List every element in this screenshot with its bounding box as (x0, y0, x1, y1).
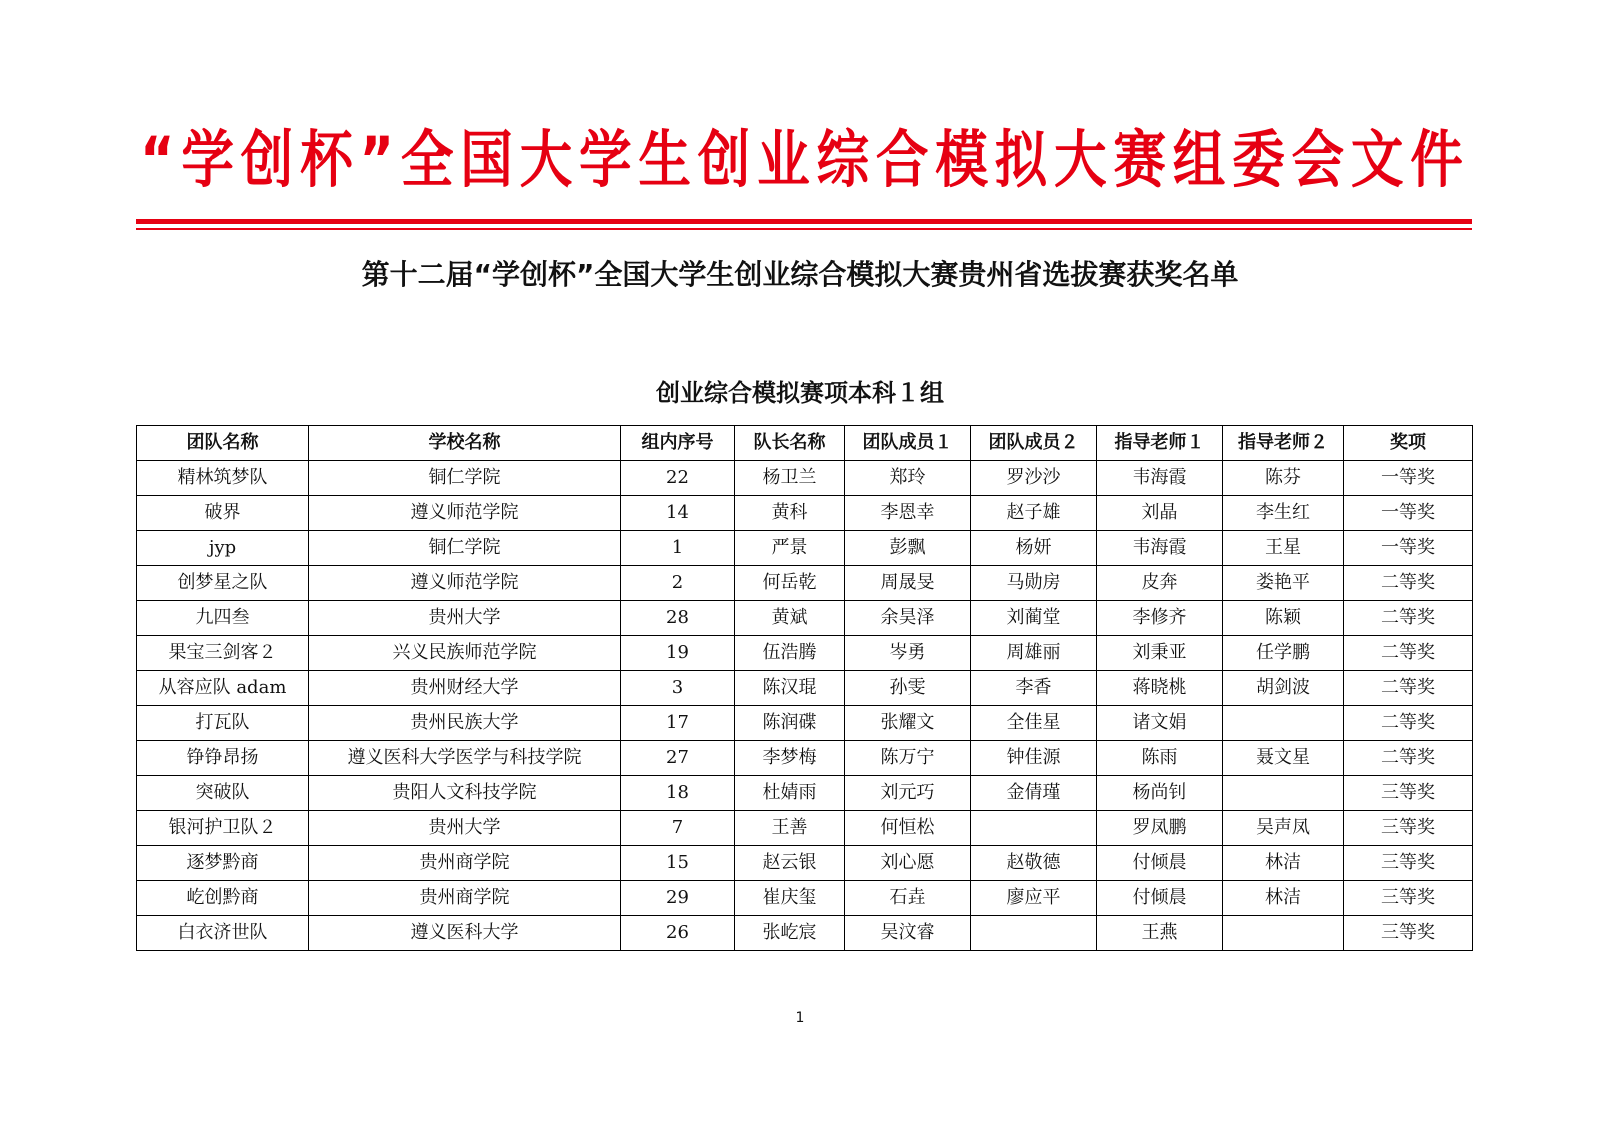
table-cell: 一等奖 (1344, 531, 1473, 566)
table-cell: 遵义师范学院 (309, 566, 621, 601)
header-cell: 组内序号 (621, 426, 735, 461)
table-cell: 一等奖 (1344, 461, 1473, 496)
table-cell: 18 (621, 776, 735, 811)
table-cell: 张耀文 (845, 706, 971, 741)
header-cell: 学校名称 (309, 426, 621, 461)
table-cell: 石垚 (845, 881, 971, 916)
table-cell: 28 (621, 601, 735, 636)
table-cell: 铜仁学院 (309, 461, 621, 496)
table-cell: 任学鹏 (1223, 636, 1344, 671)
table-cell: 遵义医科大学 (309, 916, 621, 951)
table-cell: 铮铮昂扬 (137, 741, 309, 776)
table-cell: 精林筑梦队 (137, 461, 309, 496)
table-cell: 27 (621, 741, 735, 776)
awards-table (136, 425, 1473, 951)
table-cell (971, 811, 1097, 846)
table-cell: 二等奖 (1344, 671, 1473, 706)
table-cell: 李修齐 (1097, 601, 1223, 636)
table-cell: 娄艳平 (1223, 566, 1344, 601)
table-cell: 皮奔 (1097, 566, 1223, 601)
table-cell: 陈汉琨 (735, 671, 845, 706)
table-cell: 王善 (735, 811, 845, 846)
header-cell: 团队成员２ (971, 426, 1097, 461)
table-cell: 贵州民族大学 (309, 706, 621, 741)
table-cell: 蒋晓桃 (1097, 671, 1223, 706)
table-cell: 王燕 (1097, 916, 1223, 951)
table-cell: 14 (621, 496, 735, 531)
table-row (137, 636, 1473, 671)
table-cell: 从容应队 adam (137, 671, 309, 706)
table-cell: 三等奖 (1344, 811, 1473, 846)
table-cell: 2 (621, 566, 735, 601)
table-cell: 刘元巧 (845, 776, 971, 811)
header-cell: 团队名称 (137, 426, 309, 461)
table-row (137, 706, 1473, 741)
table-cell: 陈万宁 (845, 741, 971, 776)
table-cell: 贵州商学院 (309, 881, 621, 916)
table-cell: 杨尚钊 (1097, 776, 1223, 811)
table-cell: 胡剑波 (1223, 671, 1344, 706)
table-cell: 张屹宸 (735, 916, 845, 951)
header-cell: 奖项 (1344, 426, 1473, 461)
table-cell: 22 (621, 461, 735, 496)
table-cell: 铜仁学院 (309, 531, 621, 566)
table-cell (971, 916, 1097, 951)
table-cell: 29 (621, 881, 735, 916)
table-row (137, 916, 1473, 951)
table-cell: 二等奖 (1344, 706, 1473, 741)
table-cell: 三等奖 (1344, 881, 1473, 916)
table-cell: 周雄丽 (971, 636, 1097, 671)
table-cell: 二等奖 (1344, 566, 1473, 601)
table-cell: 罗凤鹏 (1097, 811, 1223, 846)
table-cell: 陈润碟 (735, 706, 845, 741)
table-cell: 刘秉亚 (1097, 636, 1223, 671)
table-cell: 打瓦队 (137, 706, 309, 741)
table-cell: 全佳星 (971, 706, 1097, 741)
table-cell: 破界 (137, 496, 309, 531)
table-cell: 聂文星 (1223, 741, 1344, 776)
table-header-row (137, 426, 1473, 461)
table-cell: 刘蔺堂 (971, 601, 1097, 636)
table-cell: 付倾晨 (1097, 881, 1223, 916)
table-cell: 白衣济世队 (137, 916, 309, 951)
table-cell: 林洁 (1223, 846, 1344, 881)
table-cell: 郑玲 (845, 461, 971, 496)
table-row (137, 671, 1473, 706)
table-cell: 陈芬 (1223, 461, 1344, 496)
table-cell: 3 (621, 671, 735, 706)
table-cell: 余昊泽 (845, 601, 971, 636)
table-cell: 三等奖 (1344, 916, 1473, 951)
table-cell: 何岳乾 (735, 566, 845, 601)
table-cell: 林洁 (1223, 881, 1344, 916)
table-cell: 李香 (971, 671, 1097, 706)
table-cell: 孙雯 (845, 671, 971, 706)
table-cell: 岑勇 (845, 636, 971, 671)
table-cell: 李恩幸 (845, 496, 971, 531)
table-cell: 赵子雄 (971, 496, 1097, 531)
table-cell: 突破队 (137, 776, 309, 811)
table-cell: 罗沙沙 (971, 461, 1097, 496)
header-cell: 指导老师１ (1097, 426, 1223, 461)
table-cell: 韦海霞 (1097, 531, 1223, 566)
table-cell: 崔庆玺 (735, 881, 845, 916)
letterhead-rule-thick (136, 219, 1472, 224)
table-cell: 银河护卫队２ (137, 811, 309, 846)
table-cell: 果宝三剑客２ (137, 636, 309, 671)
table-cell: 吴声凤 (1223, 811, 1344, 846)
table-cell: 遵义医科大学医学与科技学院 (309, 741, 621, 776)
table-cell: 严景 (735, 531, 845, 566)
table-row (137, 881, 1473, 916)
table-cell: 17 (621, 706, 735, 741)
table-cell: 韦海霞 (1097, 461, 1223, 496)
table-cell: 杨卫兰 (735, 461, 845, 496)
page-number: 1 (795, 1010, 805, 1026)
table-cell: 陈颖 (1223, 601, 1344, 636)
table-cell: 廖应平 (971, 881, 1097, 916)
table-row (137, 496, 1473, 531)
header-cell: 队长名称 (735, 426, 845, 461)
table-cell: 伍浩腾 (735, 636, 845, 671)
table-cell: 贵州大学 (309, 601, 621, 636)
table-cell: 三等奖 (1344, 846, 1473, 881)
table-cell: 屹创黔商 (137, 881, 309, 916)
table-cell: 逐梦黔商 (137, 846, 309, 881)
table-cell: 诸文娟 (1097, 706, 1223, 741)
letterhead-rule-thin (136, 228, 1472, 230)
table-cell: 贵州财经大学 (309, 671, 621, 706)
table-cell (1223, 706, 1344, 741)
table-cell: jyp (137, 531, 309, 566)
table-cell: 15 (621, 846, 735, 881)
table-row (137, 566, 1473, 601)
table-cell: 二等奖 (1344, 636, 1473, 671)
section-title: 创业综合模拟赛项本科１组 (656, 379, 944, 407)
table-cell: 付倾晨 (1097, 846, 1223, 881)
table-cell: 王星 (1223, 531, 1344, 566)
table-cell: 二等奖 (1344, 741, 1473, 776)
table-cell: 7 (621, 811, 735, 846)
table-cell: 九四叁 (137, 601, 309, 636)
table-cell: 兴义民族师范学院 (309, 636, 621, 671)
table-row (137, 461, 1473, 496)
table-cell (1223, 776, 1344, 811)
table-row (137, 741, 1473, 776)
table-cell: 1 (621, 531, 735, 566)
document-title: 第十二届“学创杯”全国大学生创业综合模拟大赛贵州省选拔赛获奖名单 (361, 258, 1239, 291)
table-cell: 马勋房 (971, 566, 1097, 601)
table-cell: 李生红 (1223, 496, 1344, 531)
table-row (137, 601, 1473, 636)
table-cell: 一等奖 (1344, 496, 1473, 531)
table-row (137, 776, 1473, 811)
table-cell: 遵义师范学院 (309, 496, 621, 531)
header-cell: 指导老师２ (1223, 426, 1344, 461)
table-cell: 赵云银 (735, 846, 845, 881)
table-cell: 二等奖 (1344, 601, 1473, 636)
table-cell: 创梦星之队 (137, 566, 309, 601)
table-cell: 刘心愿 (845, 846, 971, 881)
table-cell: 杨妍 (971, 531, 1097, 566)
table-cell (1223, 916, 1344, 951)
table-row (137, 846, 1473, 881)
letterhead-title: “学创杯”全国大学生创业综合模拟大赛组委会文件 (140, 123, 1470, 196)
table-cell: 黄科 (735, 496, 845, 531)
table-cell: 杜婧雨 (735, 776, 845, 811)
table-cell: 19 (621, 636, 735, 671)
table-cell: 吴汶睿 (845, 916, 971, 951)
table-cell: 三等奖 (1344, 776, 1473, 811)
table-cell: 贵州商学院 (309, 846, 621, 881)
table-cell: 彭飘 (845, 531, 971, 566)
table-cell: 黄斌 (735, 601, 845, 636)
table-cell: 何恒松 (845, 811, 971, 846)
table-cell: 刘晶 (1097, 496, 1223, 531)
header-cell: 团队成员１ (845, 426, 971, 461)
table-cell: 李梦梅 (735, 741, 845, 776)
table-cell: 26 (621, 916, 735, 951)
table-cell: 贵阳人文科技学院 (309, 776, 621, 811)
table-cell: 贵州大学 (309, 811, 621, 846)
table-cell: 周晟旻 (845, 566, 971, 601)
table-cell: 金倩瑾 (971, 776, 1097, 811)
table-cell: 陈雨 (1097, 741, 1223, 776)
table-cell: 赵敬德 (971, 846, 1097, 881)
table-row (137, 811, 1473, 846)
table-cell: 钟佳源 (971, 741, 1097, 776)
table-row (137, 531, 1473, 566)
